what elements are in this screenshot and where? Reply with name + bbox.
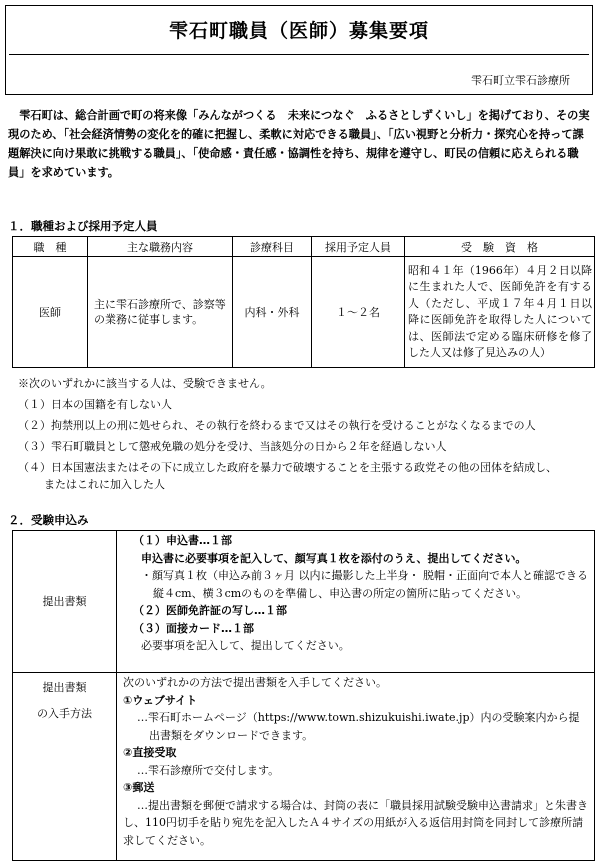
position-count: １～２名 xyxy=(312,257,405,368)
doc1-text: 申込書に必要事項を記入して、顔写真１枚を添付のうえ、提出してください。 xyxy=(141,551,527,565)
position-qualification: 昭和４１年（1966年）４月２日以降に生まれた人で、医師免許を有する人（ただし、平成１７年４月１日以降に医師免許を取得した人については、医師法で定める臨床研修を修了した人又は修了見込みの人） xyxy=(405,257,595,368)
obtain-label xyxy=(13,673,117,861)
page-title: 雫石町職員（医師）募集要項 xyxy=(168,20,429,42)
header-box xyxy=(5,5,593,95)
direct-text: …雫石診療所で交付します。 xyxy=(137,763,280,777)
position-duties: 主に雫石診療所で、診察等の業務に従事します。 xyxy=(88,257,233,368)
table-row xyxy=(13,531,595,673)
obtain-label-line1: 提出書類 xyxy=(42,681,87,694)
positions-table xyxy=(12,236,595,368)
section2-heading: ２．受験申込み xyxy=(8,513,89,527)
disqualification-note: ※次のいずれかに該当する人は、受験できません。 xyxy=(18,377,272,390)
col-qualification: 受 験 資 格 xyxy=(405,237,595,257)
doc1-title: （１）申込書…１部 xyxy=(133,534,232,547)
list-item: （１）日本の国籍を有しない人 xyxy=(18,398,172,411)
organization-name: 雫石町立雫石診療所 xyxy=(471,74,570,87)
mail-text: …提出書類を郵便で請求する場合は、封筒の表に「職員採用試験受験申込書請求」と朱書きし、110円切手を貼り宛先を記入したＡ４サイズの用紙が入る返信用封筒を同封して診療所請求してください。 xyxy=(123,798,588,847)
intro-paragraph: 雫石町は、総合計画で町の将来像「みんながつくる 未来につなぐ ふるさとしずくいし」を掲げており、その実現のため、「社会経済情勢の変化を的確に把握し、柔軟に対応できる職員」、「広い視野と分析力・探究心を持って課題解決に向け果敢に挑戦する職員」、「使命感・責任感・協調性を持ち、規律を遵守し、町民の信頼に応えられる職員」を求めています。 xyxy=(8,109,590,179)
obtain-intro: 次のいずれかの方法で提出書類を入手してください。 xyxy=(123,676,387,689)
col-count: 採用予定人員 xyxy=(312,237,405,257)
doc2-title: （２）医師免許証の写し…１部 xyxy=(133,604,287,617)
web-title: ①ウェブサイト xyxy=(123,693,198,707)
table-header-row xyxy=(13,237,595,257)
disqualification-list xyxy=(18,396,588,497)
obtain-label-line2: の入手方法 xyxy=(37,707,92,720)
docs-cell xyxy=(117,531,595,673)
docs-label: 提出書類 xyxy=(13,531,117,673)
web-text: …雫石町ホームページ（https://www.town.shizukuishi.iwate.jp）内の受験案内から提出書類をダウンロードできます。 xyxy=(137,711,580,742)
mail-title: ③郵送 xyxy=(123,781,155,794)
list-item: （３）雫石町職員として懲戒免職の処分を受け、当該処分の日から２年を経過しない人 xyxy=(18,440,447,453)
application-table xyxy=(12,530,595,861)
table-row xyxy=(13,673,595,861)
list-item: （２）拘禁刑以上の刑に処せられ、その執行を終わるまで又はその執行を受けることがなくなるまでの人 xyxy=(18,419,536,432)
doc1-photo: ・顔写真１枚（申込み前３ヶ月 以内に撮影した上半身・ 脱帽・正面向で本人と確認できる縦４cm、横３cmのものを準備し、申込書の所定の箇所に貼ってください。 xyxy=(141,569,588,600)
col-type: 職 種 xyxy=(13,237,88,257)
col-dept: 診療科目 xyxy=(233,237,312,257)
direct-title: ②直接受取 xyxy=(123,746,177,759)
col-duties: 主な職務内容 xyxy=(88,237,233,257)
list-item-continuation: またはこれに加入した人 xyxy=(44,478,165,491)
section1-heading: １．職種および採用予定人員 xyxy=(8,219,158,233)
position-dept: 内科・外科 xyxy=(233,257,312,368)
doc3-title: （３）面接カード…１部 xyxy=(133,621,254,635)
obtain-cell xyxy=(117,673,595,861)
list-item: （４）日本国憲法またはその下に成立した政府を暴力で破壊することを主張する政党その他の団体を結成し、 xyxy=(18,461,557,474)
header-divider xyxy=(9,54,589,55)
table-row xyxy=(13,257,595,368)
position-type: 医師 xyxy=(13,257,88,368)
doc3-text: 必要事項を記入して、提出してください。 xyxy=(141,639,350,652)
